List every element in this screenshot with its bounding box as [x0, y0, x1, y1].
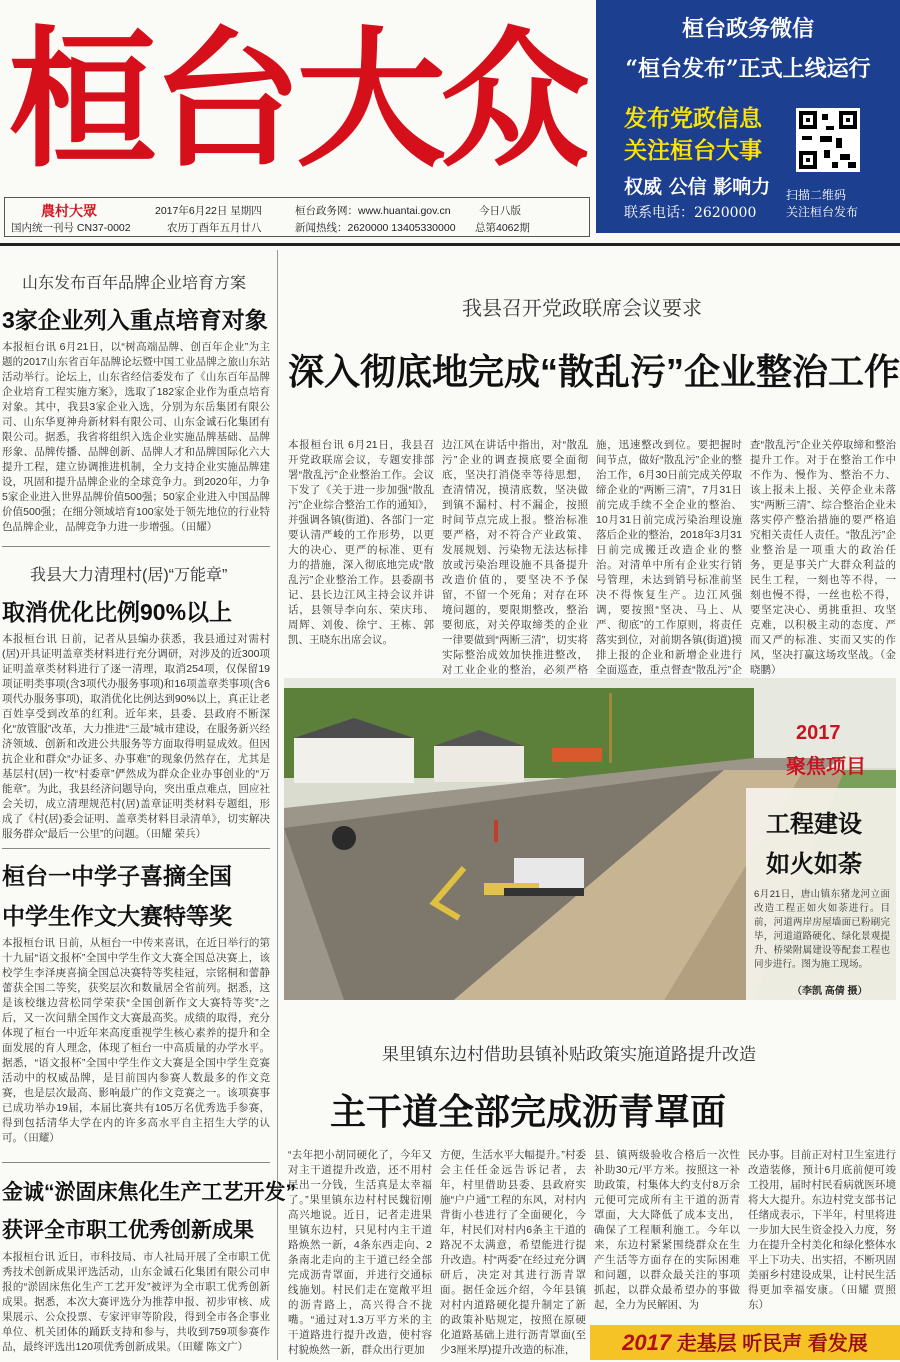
wechat-promo-box: [596, 0, 900, 233]
story1-kicker: 山东发布百年品牌企业培育方案: [22, 275, 247, 292]
second-body-col2: 方便，生活水平大幅提升。”村委会主任任金远告诉记者，去年，村里借助县委、县政府实施“户户通”工程的东风，对村内背街小巷进行了全面硬化，今年，村民们对村内6条主干道的路况不太满意，希望能进行提升改造。村“两委”在经过充分调研后，决定对其进行沥青罩面。据任金远介绍，今年县镇对村内道路硬化提升制定了新的政策补贴规定，按照在原硬化道路基础上进行沥青罩面(至少3厘米厚)提升改造的标准，: [440, 1149, 586, 1356]
promo-slogan-1: 发布党政信息: [624, 105, 762, 132]
lead-body-col2: 边江风在讲话中指出，对“散乱污”企业的调查摸底要全面彻底，坚决打消侥幸等待思想，查清情况，摸清底数，坚决做到镇不漏村、村不漏企，按照时间节点完成上报。整治标准要严格，对不符合产业政策、发展规划、污染物无法达标排放或污染治理设施不具备提升改造价值的，要坚决不予保留，不留一个死角；对存在环境问题的，要限期整改，整治要彻底，对关停取缔类的企业一律要做到“两断三清”，切实将实际整治成效加快推进整改，对工业企业的整治，必须严格: [442, 439, 588, 676]
caption-title-1: 工程建设: [766, 811, 862, 838]
construction-photo: [284, 678, 896, 1000]
badge-label: 聚焦项目: [786, 756, 866, 778]
qr-caption-1: 扫描二维码: [786, 188, 847, 202]
lead-headline: 深入彻底地完成“散乱污”企业整治工作: [288, 351, 900, 392]
promo-slogan-2: 关注桓台大事: [624, 137, 762, 164]
bottom-banner: [590, 1325, 900, 1360]
masthead-logo: 桓台大众: [8, 12, 585, 188]
photo-caption-panel: [746, 788, 896, 1000]
promo-title: 桓台政务微信: [681, 16, 814, 42]
issue-number: 总第4062期: [475, 222, 530, 234]
story2-body: 本报桓台讯 日前，记者从县编办获悉，我县通过对需村(居)开具证明盖章类材料进行充分调研，对涉及的近300项证明盖章类材料进行了逐一清理，取消254项，仅保留19项证明类事项(含3项代办服务事项)和16项盖章类事项(含6项代办服务事项)，取消优化比例达到90%以上，真正让老百姓享受到改革的红利。近年来，县委、县政府不断深化“放管服”改革，大力推进“三最”城市建设，在服务新兴经济领域、创新和改进公共服务等方面取得明显成效。但因抗企业和群众“办证多、办事难”的现象仍然存在，尤其是基层村(居)一枚“村委章”俨然成为群众企业办事创业的“万能章”。为此，我县经济问题导向，突出重点难点，回应社会关切，成立清理规范村(居)盖章证明类材料专题组，形成了《村(居)委会证明、盖章类材料目录清单》，切实解决服务群众“最后一公里”的问题。（田耀 荣兵）: [2, 633, 270, 840]
caption-credit: （李凯 高倩 摄）: [792, 986, 868, 997]
caption-title-2: 如火如荼: [766, 851, 862, 878]
story-divider: [2, 546, 270, 547]
qr-code-icon: [796, 108, 860, 172]
lead-body-col4: 查“散乱污”企业关停取缔和整治提升工作。对于在整治工作中不作为、慢作为、整治不力、该上报未上报、关停企业未落实“两断三清”、综合整治企业未落实停产整治措施的要严格追究相关责任人责任。“散乱污”企业整治是一项重大的政治任务，更是事关广大群众利益的民生工程，一刻也等不得，一刻也慢不得，一丝也松不得，要坚定决心、勇挑重担、攻坚克难，以积极主动的态度、严而又严的标准、实而又实的作风，坚决打赢这场攻坚战。（金晓鹏）: [750, 439, 896, 676]
issue-date: 2017年6月22日 星期四: [155, 205, 262, 217]
banner-year: 2017: [622, 1330, 672, 1355]
story4-headline-1: 金诚“淤固床焦化生产工艺开发”: [2, 1181, 296, 1204]
lead-body-col3: 施，迅速整改到位。要把握时间节点，做好“散乱污”企业的整治工作，6月30日前完成关停取缔企业的“两断三清”，7月31日前完成手续不全企业的整治、10月31日前完成污染治理设施落后企业的整治，2018年3月31日前完成搬迁改造企业的整治。对清单中所有企业实行销号管理，未达到销号标准前坚决不得恢复生产。边江风强调，要按照“坚决、马上、从严、彻底”的工作原则，将责任落实到位，对前期各镇(街道)摸排上报的企业和新增企业进行全面巡查，重点督查“散乱污”企: [596, 439, 742, 676]
news-hotline: 新闻热线：2620000 13405330000: [295, 222, 456, 234]
story1-headline: 3家企业列入重点培育对象: [2, 307, 268, 333]
website: 桓台政务网：www.huantai.gov.cn: [295, 205, 451, 217]
banner-text: 走基层 听民声 看发展: [676, 1333, 868, 1355]
promo-subtitle: “桓台发布”正式上线运行: [625, 56, 871, 82]
second-kicker: 果里镇东边村借助县镇补贴政策实施道路提升改造: [382, 1045, 756, 1064]
lead-kicker: 我县召开党政联席会议要求: [462, 298, 702, 320]
qr-caption-2: 关注桓台发布: [786, 205, 859, 219]
story1-body: 本报桓台讯 6月21日，以“树高端品牌、创百年企业”为主题的2017山东省百年品牌论坛暨中国工业品牌之旅山东站活动举行。论坛上，山东省经信委发布了《山东百年品牌企业培育工程实施方案》，选取了182家企业作为重点培育对象。其中，我县3家企业入选，分别为东岳集团有限公司、山东华夏神舟新材料有限公司、山东金诚石化集团有限公司。据悉，我省将组织入选企业实施品牌基础、品牌形象、品牌传播、品牌创新、品牌人才和品牌国际化六大提升工程，建立协调推进机制，全力支持企业实施品牌建设，巩固和提升品牌企业的全球竞争力。到2020年，力争5家企业进入世界品牌价值500强；50家企业进入中国品牌价值500强；在细分领域培育100家处于领先地位的行业特色品牌企业，品牌竞争力进一步增强。（田耀）: [2, 341, 270, 533]
lead-body-col1: 本报桓台讯 6月21日，我县召开党政联席会议，专题安排部署“散乱污”企业整治工作。会议下发了《关于进一步加强“散乱污”企业综合整治工作的通知》，并强调各镇(街道)、各部门一定要认清严峻的工作形势，以更大的决心、更严的标准、更有力的措施，深入彻底地完成“散乱污”企业整治工作。县委副书记、县长边江风主持会议并讲话，县领导李向东、荣庆玮、周辉、刘俊、徐宁、王栋、郭凯、王晓东出席会议。: [288, 439, 434, 646]
story3-body: 本报桓台讯 日前，从桓台一中传来喜讯，在近日举行的第十九届“语文报杯”全国中学生作文大赛全国总决赛上，该校学生李泽庚喜摘全国总决赛特等奖桂冠，宗铭桐和蕾静蕾获全国二等奖，获奖层次和数量居全省前列。据悉，这是该校继边营松同学荣获“全国创新作文大赛特等奖”之后，又一次问鼎全国作文大赛最高奖。成绩的取得，充分体现了桓台一中近年来高度重视学生核心素养的提升和全面发展的育人理念，体现了桓台一中高质量的办学水平。据悉，“语文报杯”全国中学生作文大赛是全国中学生竞赛活动中的权威品牌，是目前国内参赛人数最多的作文竞赛，也是层次最高、影响最广的作文竞赛之一。该项赛事已成功举办19届，本届比赛共有105万名优秀选手参赛，得到包括清华大学在内的许多高水平自主招生大学的认可。（田耀）: [2, 937, 270, 1144]
second-body-col4: 民办事。目前正对村卫生室进行改造装修，预计6月底前便可竣工投用，届时村民看病就医环境将大大提升。东边村党支部书记任绪成表示，下半年，村里将进一步加大民生资金投入力度，努力在提升全村美化和绿化整体水平上下功夫、出实招，不断巩固美丽乡村建设成果，让村民生活得更加幸福安康。（田耀 贾照东）: [748, 1149, 896, 1311]
caption-body: 6月21日，唐山镇东猪龙河立面改造工程正如火如荼进行。目前，河道两岸房屋墙面已粉刷完毕，河道道路硬化、绿化景观提升、桥梁附属建设等配套工程也同步进行。图为施工现场。: [754, 889, 890, 970]
story4-body: 本报桓台讯 近日，市科技局、市人社局开展了全市职工优秀技术创新成果评选活动，山东金诚石化集团有限公司申报的“淤固床焦化生产工艺开发”被评为全市职工优秀创新成果。据悉，本次大赛评选分为推荐申报、初步审核、成果展示、公众投票、专家评审等阶段，得到全市各企事业单位、机关团体的踊跃支持和参与，共收到759项参赛作品，最终评选出120项优秀创新成果。（田耀 陈文广）: [2, 1251, 270, 1353]
second-body-col3: 县、镇两级验收合格后一次性补助30元/平方米。按照这一补助政策，村集体大约支付8万余元便可完成所有主干道的沥青罩面，大大降低了成本支出，确保了工程顺利施工。今年以来，东边村紧紧围绕群众在生产生活等方面存在的实际困难和问题，以群众最关注的事项抓起，以群众最希望办的事做起，全力为民解困、为: [594, 1149, 740, 1311]
story2-headline: 取消优化比例90%以上: [2, 599, 233, 625]
badge-year: 2017: [796, 722, 841, 744]
page-count: 今日八版: [479, 205, 521, 217]
focus-project-badge: [770, 698, 896, 798]
promo-slogan-3: 权威 公信 影响力: [624, 176, 771, 198]
story2-kicker: 我县大力清理村(居)“万能章”: [30, 567, 228, 584]
story-divider: [2, 848, 270, 849]
story-divider: [2, 1162, 270, 1163]
sub-brand-logo: 農村大眾: [41, 204, 97, 220]
promo-phone: 联系电话：2620000: [624, 205, 757, 221]
story4-headline-2: 获评全市职工优秀创新成果: [2, 1219, 254, 1242]
story3-headline-1: 桓台一中学子喜摘全国: [2, 863, 232, 889]
second-headline: 主干道全部完成沥青罩面: [330, 1091, 727, 1132]
lunar-date: 农历丁酉年五月廿八: [167, 222, 262, 234]
masthead-info-bar: [4, 197, 590, 237]
story3-headline-2: 中学生作文大赛特等奖: [2, 903, 232, 929]
second-body-col1: “去年把小胡同硬化了，今年又对主干道提升改造，还不用村民出一分钱，生活真是太幸福了。”果里镇东边村村民魏衍刚高兴地说。近日，记者走进果里镇东边村，只见村内主干道路焕然一新，4条东西走向、2条南北走向的主干道已经全部完成沥青罩面，并进行交通标线施划。村民们走在宽敞平坦的沥青路上，高兴得合不拢嘴。“通过对1.3万平方米的主干道路进行提升改造，使村容村貌焕然一新，群众出行更加: [288, 1149, 432, 1356]
masthead-rule: [0, 243, 900, 246]
issn: 国内统一刊号 CN37-0002: [11, 222, 131, 234]
